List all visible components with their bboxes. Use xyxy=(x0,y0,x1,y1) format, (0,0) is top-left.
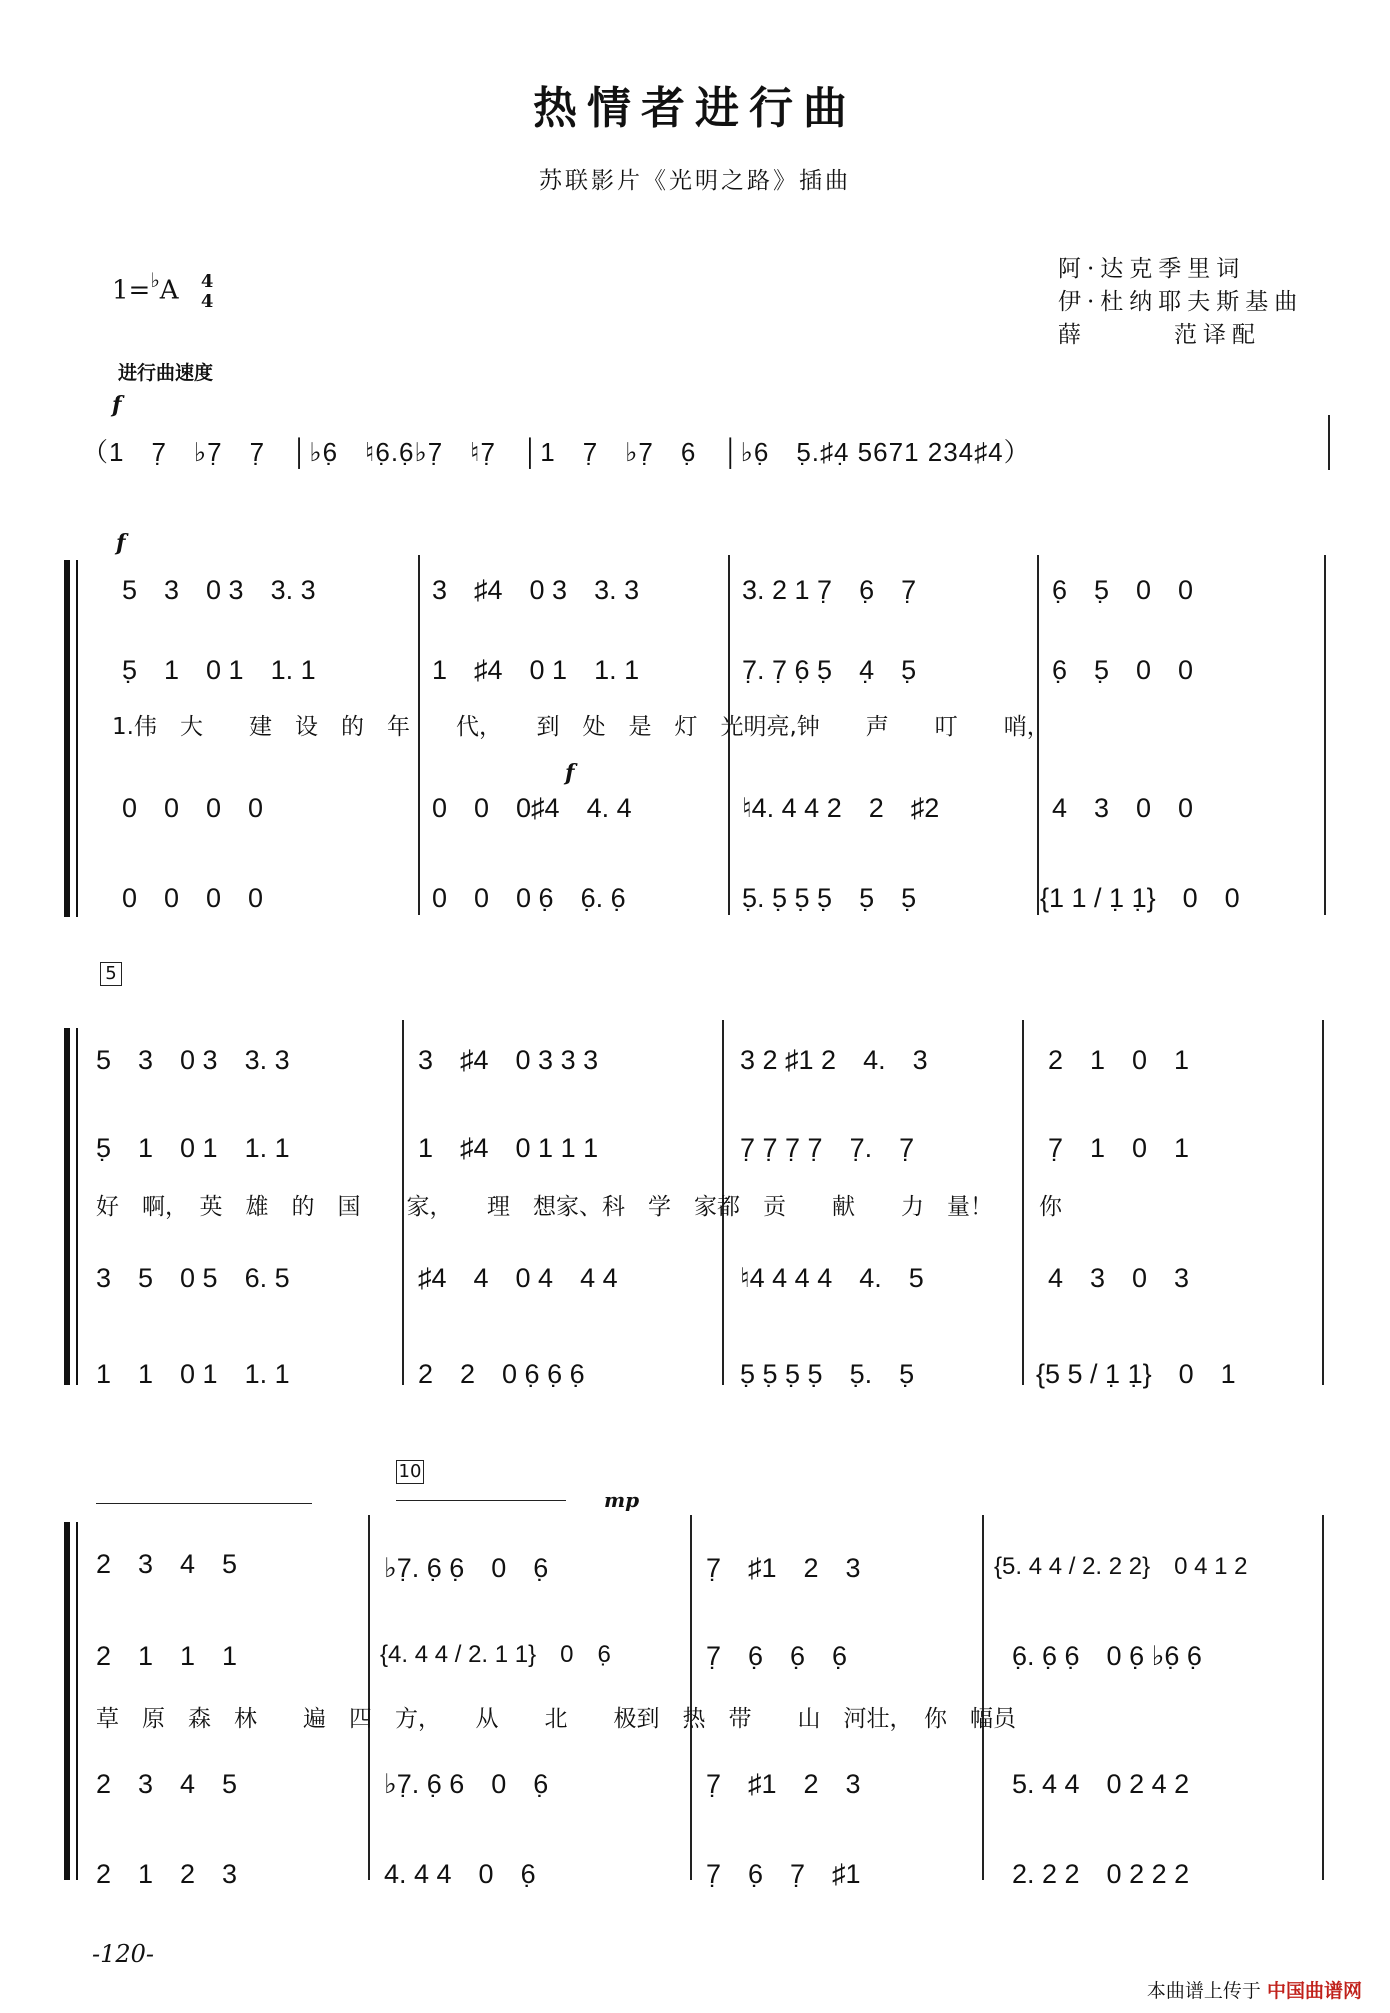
s1-v4-m4: {1 1 / 1̣ 1̣} 0 0 xyxy=(1040,883,1240,913)
s2-v2-m2: 1 ♯4 0 1 1 1 xyxy=(418,1133,599,1163)
s3-v1-m1: 2 3 4 5 xyxy=(96,1549,238,1579)
system1-bracket-thin xyxy=(76,560,78,917)
s1-v2-m4: 6̣ 5̣ 0 0 xyxy=(1052,655,1194,685)
s3-v3-m3: 7̣ ♯1 2 3 xyxy=(706,1769,861,1799)
barline xyxy=(982,1515,984,1880)
footer-text: 本曲谱上传于 xyxy=(1146,1980,1261,2002)
footer-brand[interactable]: 中国曲谱网 xyxy=(1266,1980,1362,2002)
s1-v2-m1: 5̣ 1 0 1 1. 1 xyxy=(122,655,316,685)
barline xyxy=(1322,1515,1324,1880)
system2-bracket xyxy=(64,1028,70,1385)
dynamic-forte: f xyxy=(112,392,122,418)
credit-composer: 伊·杜纳耶夫斯基曲 xyxy=(1058,289,1304,315)
rehearsal-mark-10: 10 xyxy=(396,1460,424,1484)
tempo-marking: 进行曲速度 xyxy=(118,362,214,384)
s1-v3-m3: ♮4. 4 4 2 2 ♯2 xyxy=(742,793,940,823)
s3-v2-m2: {4. 4 4 / 2. 1 1} 0 6̣ xyxy=(380,1641,611,1668)
s2-v2-m4: 7̣ 1 0 1 xyxy=(1048,1133,1190,1163)
s1-v3-m1: 0 0 0 0 xyxy=(122,793,264,823)
s2-v2-m3: 7̣ 7̣ 7̣ 7̣ 7̣. 7̣ xyxy=(740,1133,915,1163)
key-prefix: 1= xyxy=(112,275,151,306)
s3-v1-m4: {5. 4 4 / 2. 2 2} 0 4 1 2 xyxy=(994,1553,1248,1580)
s1-lyrics: 1.伟 大 建 设 的 年 代， 到 处 是 灯 光明亮,钟 声 叮 哨， xyxy=(112,714,1050,740)
s2-v3-m1: 3 5 0 5 6. 5 xyxy=(96,1263,290,1293)
time-denominator: 4 xyxy=(200,291,214,312)
s1-v4-m3: 5̣. 5̣ 5̣ 5̣ 5̣ 5̣ xyxy=(742,883,917,913)
s2-v1-m2: 3 ♯4 0 3 3 3 xyxy=(418,1045,599,1075)
s2-v3-m3: ♮4 4 4 4 4. 5 xyxy=(740,1263,924,1293)
footer-watermark[interactable] xyxy=(1147,1976,1362,2003)
s3-v1-m3: 7̣ ♯1 2 3 xyxy=(706,1553,861,1583)
s1-v1-m2: 3 ♯4 0 3 3. 3 xyxy=(432,575,640,605)
s3-v1-m2: ♭7̣. 6̣ 6̣ 0 6̣ xyxy=(384,1553,549,1583)
s2-v3-m4: 4 3 0 3 xyxy=(1048,1263,1190,1293)
credit-translator: 薛 范译配 xyxy=(1058,322,1261,348)
s2-v2-m1: 5̣ 1 0 1 1. 1 xyxy=(96,1133,290,1163)
s2-v1-m3: 3 2 ♯1 2 4. 3 xyxy=(740,1045,928,1075)
barline xyxy=(1324,555,1326,915)
barline xyxy=(1322,1020,1324,1385)
dynamic-forte: f xyxy=(565,760,575,786)
s2-v4-m1: 1 1 0 1 1. 1 xyxy=(96,1359,290,1389)
s1-v4-m2: 0 0 0 6̣ 6̣. 6̣ xyxy=(432,883,626,913)
s1-v4-m1: 0 0 0 0 xyxy=(122,883,264,913)
time-numerator: 4 xyxy=(200,271,214,292)
s1-v1-m4: 6̣ 5̣ 0 0 xyxy=(1052,575,1194,605)
crescendo-hairpin xyxy=(396,1500,566,1501)
dynamic-forte: f xyxy=(116,530,126,556)
system3-bracket-thin xyxy=(76,1522,78,1880)
s2-v4-m3: 5̣ 5̣ 5̣ 5̣ 5̣. 5̣ xyxy=(740,1359,915,1389)
s3-v4-m2: 4. 4 4 0 6̣ xyxy=(384,1859,536,1889)
dynamic-mezzo-piano: mp xyxy=(604,1488,640,1512)
s1-v2-m3: 7̣. 7̣ 6̣ 5̣ 4̣ 5̣ xyxy=(742,655,917,685)
system1-bracket xyxy=(64,560,70,917)
page-number: -120- xyxy=(92,1940,155,1968)
s2-v4-m2: 2 2 0 6̣ 6̣ 6̣ xyxy=(418,1359,585,1389)
s1-v2-m2: 1 ♯4 0 1 1. 1 xyxy=(432,655,640,685)
s2-v4-m4: {5 5 / 1̣ 1̣} 0 1 xyxy=(1036,1359,1236,1389)
system2-bracket-thin xyxy=(76,1028,78,1385)
s3-lyrics: 草 原 森 林 遍 四 方， 从 北 极到 热 带 山 河壮， 你 幅员 xyxy=(96,1706,1016,1732)
subtitle: 苏联影片《光明之路》插曲 xyxy=(539,168,851,194)
system3-bracket xyxy=(64,1522,70,1880)
key-note: A xyxy=(159,275,179,306)
s3-v4-m1: 2 1 2 3 xyxy=(96,1859,238,1889)
s3-v2-m3: 7̣ 6̣ 6̣ 6̣ xyxy=(706,1641,848,1671)
barline xyxy=(690,1515,692,1880)
s3-v4-m4: 2. 2 2 0 2 2 2 xyxy=(1012,1859,1190,1889)
s3-v2-m1: 2 1 1 1 xyxy=(96,1641,238,1671)
s2-lyrics: 好 啊， 英 雄 的 国 家， 理 想家、科 学 家都 贡 献 力 量！ 你 xyxy=(96,1194,1062,1220)
s2-v1-m1: 5 3 0 3 3. 3 xyxy=(96,1045,290,1075)
time-signature xyxy=(201,272,214,311)
s1-v1-m3: 3. 2 1 7̣ 6̣ 7̣ xyxy=(742,575,917,605)
crescendo-hairpin xyxy=(96,1503,312,1504)
intro-line: （1 7̣ ♭7̣ 7̣ │♭6̣ ♮6̣.6̣♭7̣ ♮7̣ │1 7̣ ♭7̣ 6̣ │♭6̣ 5̣.♯4̣ 5671 234♯4） xyxy=(82,437,1031,467)
s1-v3-m2: 0 0 0♯4 4. 4 xyxy=(432,793,632,823)
s3-v3-m1: 2 3 4 5 xyxy=(96,1769,238,1799)
s3-v3-m2: ♭7̣. 6̣ 6 0 6̣ xyxy=(384,1769,549,1799)
s2-v3-m2: ♯4 4 0 4 4 4 xyxy=(418,1263,618,1293)
s3-v4-m3: 7̣ 6̣ 7̣ ♯1 xyxy=(706,1859,861,1889)
s1-v1-m1: 5 3 0 3 3. 3 xyxy=(122,575,316,605)
s1-v3-m4: 4 3 0 0 xyxy=(1052,793,1194,823)
key-signature xyxy=(112,267,214,312)
s2-v1-m4: 2 1 0 1 xyxy=(1048,1045,1190,1075)
credit-lyricist: 阿·达克季里词 xyxy=(1058,256,1246,282)
barline xyxy=(368,1515,370,1880)
page-title: 热情者进行曲 xyxy=(533,83,857,134)
s3-v2-m4: 6̣. 6̣ 6̣ 0 6̣ ♭6̣ 6̣ xyxy=(1012,1641,1202,1671)
intro-end-barline xyxy=(1328,415,1330,470)
rehearsal-mark-5: 5 xyxy=(100,962,122,986)
s3-v3-m4: 5. 4 4 0 2 4 2 xyxy=(1012,1769,1190,1799)
flat-icon: ♭ xyxy=(150,267,160,292)
